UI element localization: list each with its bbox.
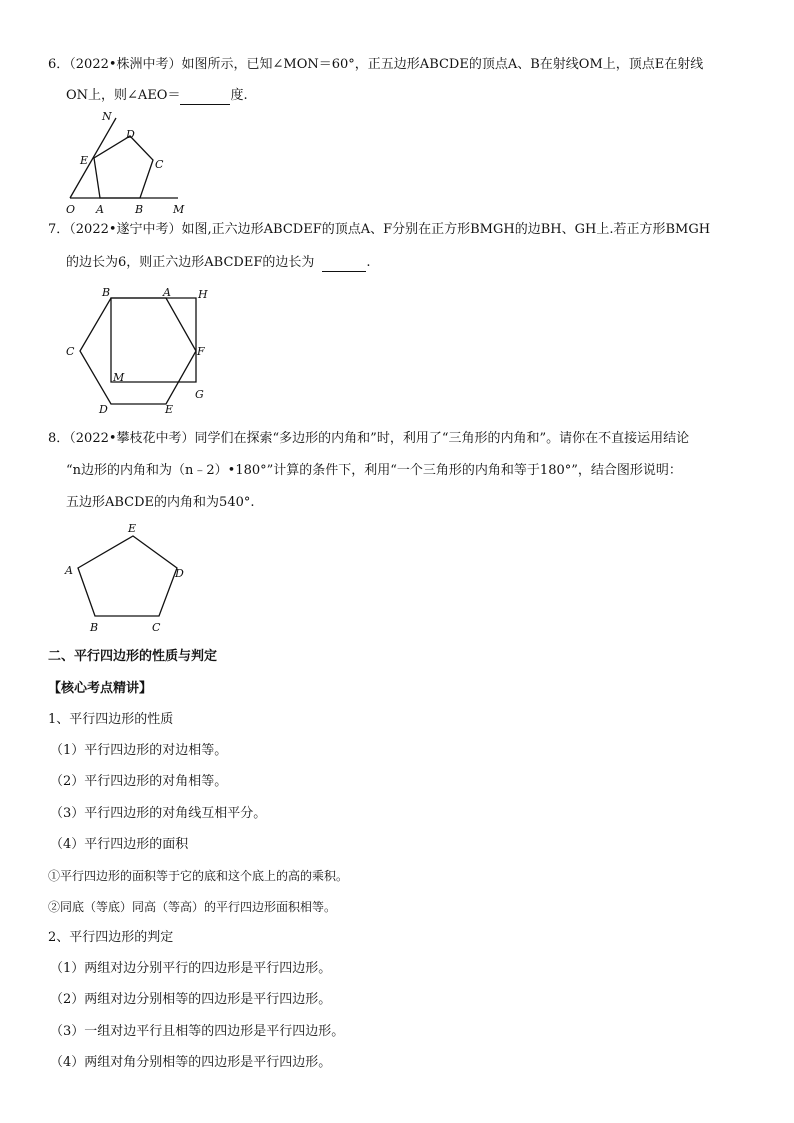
q8-text-line1: 8．（2022•攀枝花中考）同学们在探索“多边形的内角和”时，利用了“三角形的内角和”。请你在不直接运用结论 (48, 431, 690, 446)
label-d: D (99, 403, 108, 416)
section-item: （4）两组对角分别相等的四边形是平行四边形。 (50, 1055, 332, 1070)
q6-text-line1: 6．（2022•株洲中考）如图所示，已知∠MON＝60°，正五边形ABCDE的顶点A、B在射线OM上，顶点E在射线 (48, 57, 704, 72)
square-bmgh (111, 298, 196, 382)
label-c: C (155, 158, 164, 171)
q6-text-line2-pre: ON上，则∠AEO＝ (66, 88, 181, 103)
q6-answer-blank (180, 104, 230, 105)
pentagon-abcde (78, 536, 177, 616)
label-a: A (96, 203, 104, 216)
label-b: B (102, 286, 111, 299)
label-g: G (195, 388, 204, 401)
q8-text-line3: 五边形ABCDE的内角和为540°. (66, 495, 255, 510)
section-item: （3）平行四边形的对角线互相平分。 (50, 806, 267, 821)
q7-text-line1: 7．（2022•遂宁中考）如图,正六边形ABCDEF的顶点A、F分别在正方形BMGH的边BH、GH上.若正方形BMGH (48, 222, 711, 237)
q7-figure (58, 284, 218, 416)
label-o: O (66, 203, 76, 216)
q6-figure (58, 108, 198, 218)
section-item: （1）平行四边形的对边相等。 (50, 743, 228, 758)
q6-text-line2-post: 度. (230, 88, 248, 103)
label-e: E (165, 403, 174, 416)
section-title: 二、平行四边形的性质与判定 (48, 649, 218, 664)
label-a: A (163, 286, 171, 299)
label-h: H (198, 288, 208, 301)
regular-pentagon-abcde (94, 136, 153, 198)
section-item: ①平行四边形的面积等于它的底和这个底上的高的乘积。 (48, 869, 349, 883)
section-item: ②同底（等底）同高（等高）的平行四边形面积相等。 (48, 900, 337, 914)
section-subtitle: 【核心考点精讲】 (48, 681, 153, 696)
section-item: 2、平行四边形的判定 (48, 930, 174, 945)
label-c: C (66, 345, 75, 358)
q7-text-line2 (66, 254, 370, 272)
label-c: C (152, 621, 161, 634)
label-f: F (197, 345, 205, 358)
section-item: （2）两组对边分别相等的四边形是平行四边形。 (50, 992, 332, 1007)
label-m: M (113, 371, 125, 384)
label-n: N (102, 110, 112, 123)
q7-answer-blank (322, 271, 366, 272)
section-item: （4）平行四边形的面积 (50, 837, 189, 852)
q8-figure (58, 518, 198, 640)
label-e: E (128, 522, 137, 535)
label-m: M (173, 203, 185, 216)
ray-on (70, 118, 116, 198)
q7-text-line2-post: . (366, 255, 371, 270)
label-b: B (135, 203, 144, 216)
label-a: A (65, 564, 73, 577)
q6-text-line2 (66, 87, 248, 105)
section-item: （3）一组对边平行且相等的四边形是平行四边形。 (50, 1024, 345, 1039)
label-d: D (126, 128, 135, 141)
section-item: （2）平行四边形的对角相等。 (50, 774, 228, 789)
label-e: E (80, 154, 89, 167)
q8-text-line2: “n边形的内角和为（n﹣2）•180°”计算的条件下，利用“一个三角形的内角和等于180°”，结合图形说明： (66, 463, 682, 478)
label-d: D (175, 567, 184, 580)
regular-hexagon-abcdef (80, 298, 196, 404)
q7-text-line2-pre: 的边长为6，则正六边形ABCDEF的边长为 (66, 255, 315, 270)
section-item: （1）两组对边分别平行的四边形是平行四边形。 (50, 961, 332, 976)
section-item: 1、平行四边形的性质 (48, 712, 174, 727)
label-b: B (90, 621, 99, 634)
